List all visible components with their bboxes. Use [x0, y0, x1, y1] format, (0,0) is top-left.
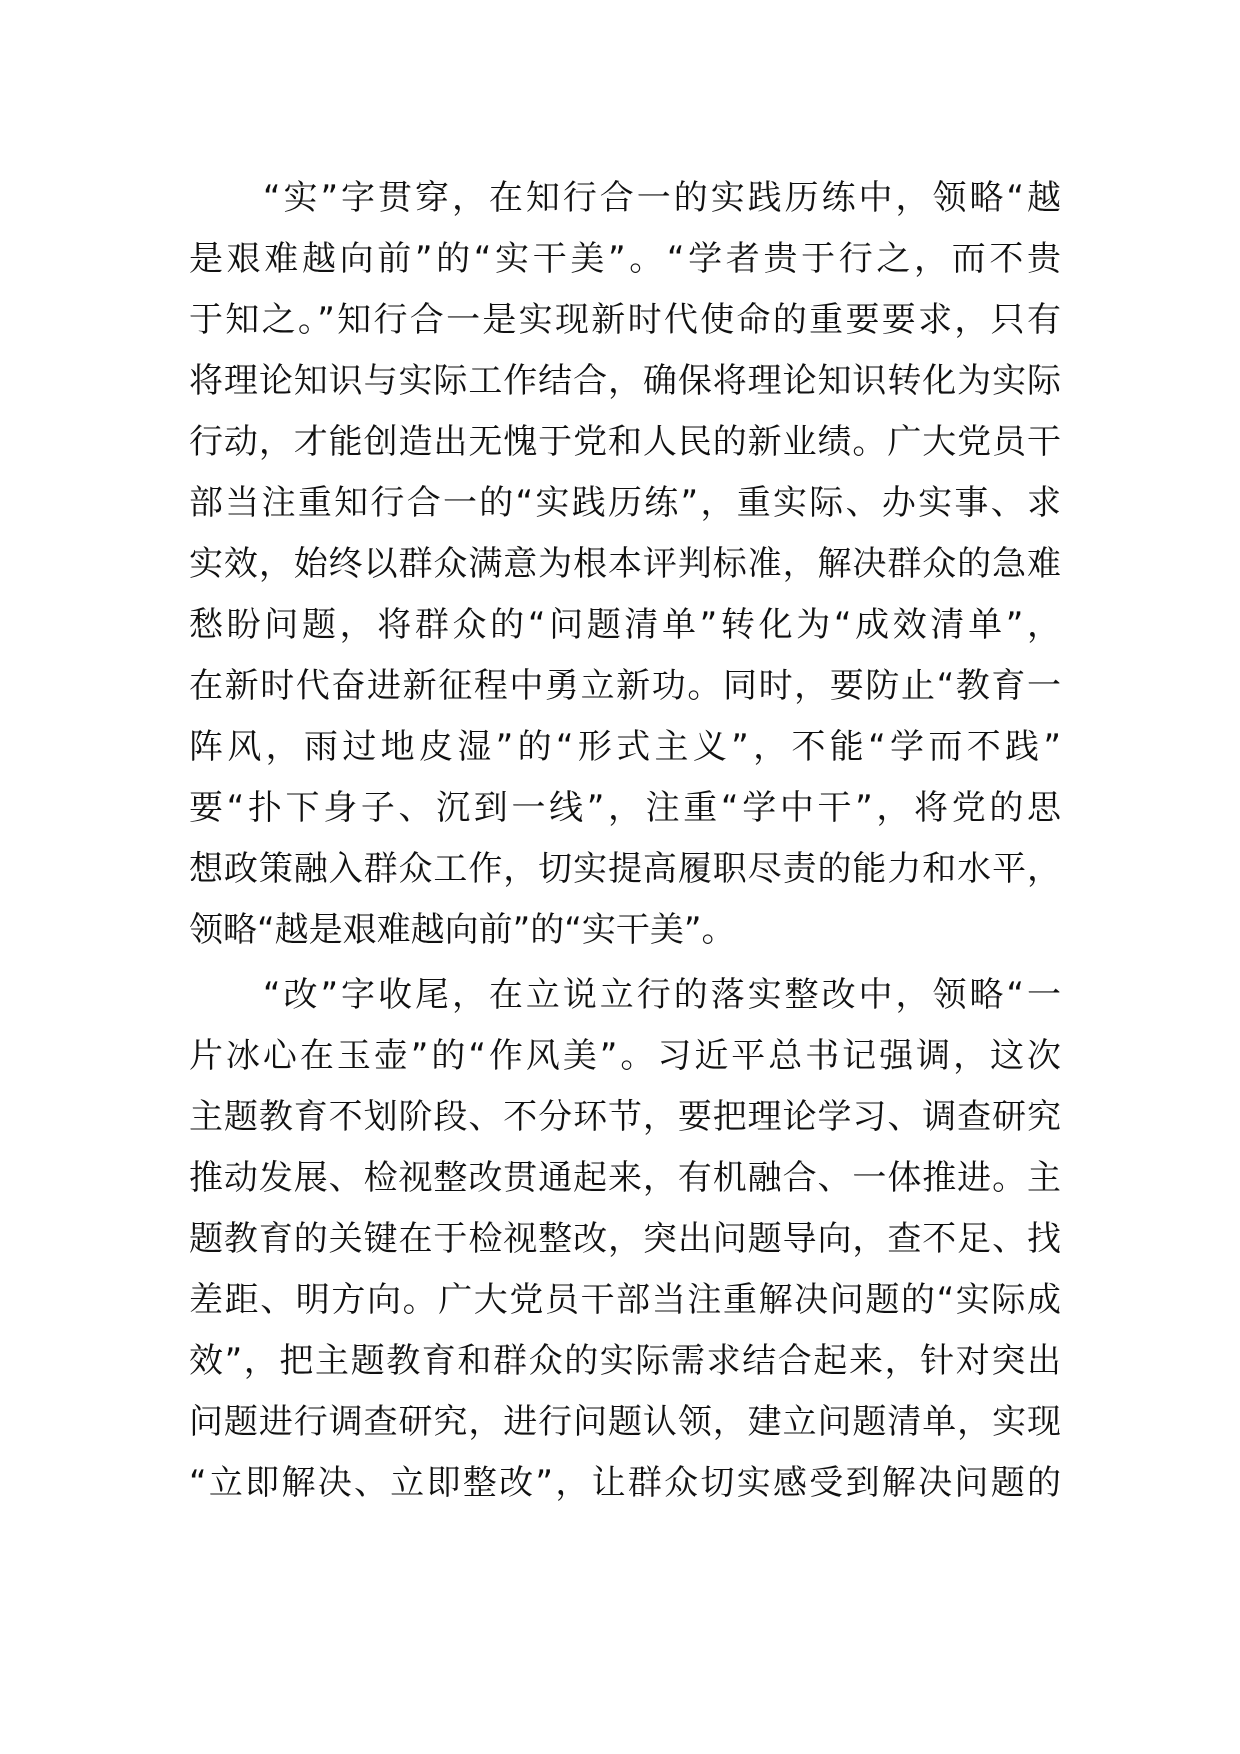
text-line: 片冰心在玉壶”的“作风美”。习近平总书记强调，这次 [189, 1036, 1061, 1076]
text-line: 想政策融入群众工作，切实提高履职尽责的能力和水平， [189, 849, 1061, 889]
text-line: 实效，始终以群众满意为根本评判标准，解决群众的急难 [189, 544, 1061, 584]
text-line: 在新时代奋进新征程中勇立新功。同时，要防止“教育一 [189, 666, 1061, 706]
text-line: “实”字贯穿，在知行合一的实践历练中，领略“越 [189, 178, 1061, 218]
text-line: 愁盼问题，将群众的“问题清单”转化为“成效清单”， [189, 605, 1061, 645]
text-line: 领略“越是艰难越向前”的“实干美”。 [189, 910, 736, 950]
text-line: 要“扑下身子、沉到一线”，注重“学中干”，将党的思 [189, 788, 1061, 828]
body-text [189, 168, 1061, 1514]
text-line: 主题教育不划阶段、不分环节，要把理论学习、调查研究 [189, 1097, 1061, 1137]
text-line: 是艰难越向前”的“实干美”。“学者贵于行之，而不贵 [189, 239, 1061, 279]
text-line: 行动，才能创造出无愧于党和人民的新业绩。广大党员干 [189, 422, 1061, 462]
text-line: 部当注重知行合一的“实践历练”，重实际、办实事、求 [189, 483, 1061, 523]
text-line: 问题进行调查研究，进行问题认领，建立问题清单，实现 [189, 1402, 1061, 1442]
text-line: “改”字收尾，在立说立行的落实整改中，领略“一 [189, 975, 1061, 1015]
text-line: 推动发展、检视整改贯通起来，有机融合、一体推进。主 [189, 1158, 1061, 1198]
paragraph-practice [189, 168, 1061, 961]
text-line: “立即解决、立即整改”，让群众切实感受到解决问题的 [189, 1463, 1061, 1503]
text-line: 差距、明方向。广大党员干部当注重解决问题的“实际成 [189, 1280, 1061, 1320]
text-line: 于知之。”知行合一是实现新时代使命的重要要求，只有 [189, 300, 1061, 340]
text-line: 效”，把主题教育和群众的实际需求结合起来，针对突出 [189, 1341, 1061, 1381]
paragraph-rectification [189, 965, 1061, 1514]
text-line: 阵风，雨过地皮湿”的“形式主义”，不能“学而不践” [189, 727, 1061, 767]
text-line: 将理论知识与实际工作结合，确保将理论知识转化为实际 [189, 361, 1061, 401]
text-line: 题教育的关键在于检视整改，突出问题导向，查不足、找 [189, 1219, 1061, 1259]
